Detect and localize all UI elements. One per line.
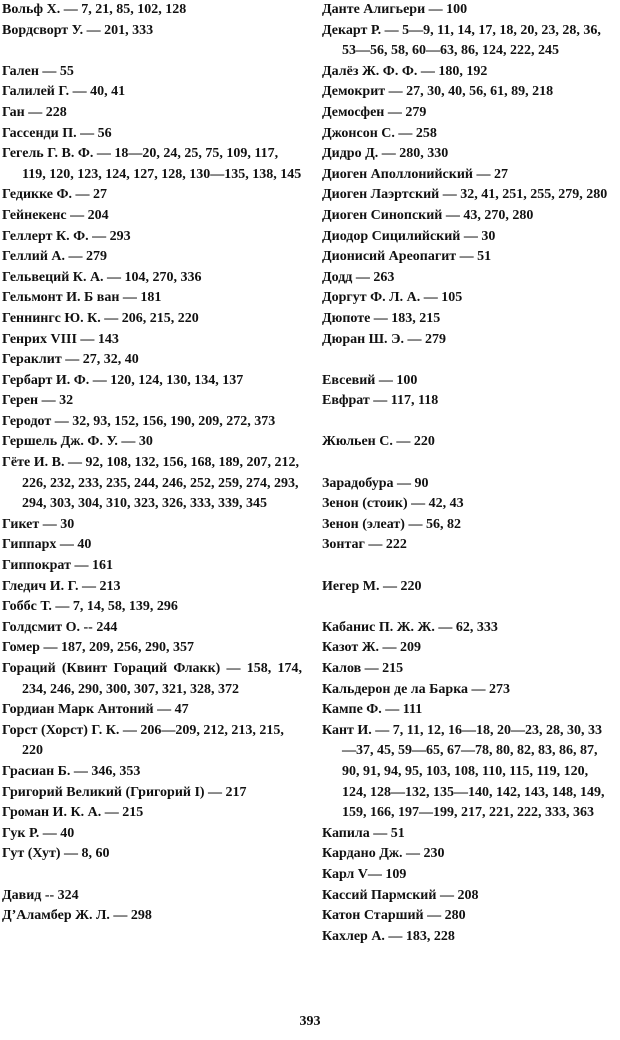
- index-entry: Гершель Дж. Ф. У. — 30: [2, 434, 153, 450]
- index-entry: Гегель Г. В. Ф. — 18—20, 24, 25, 75, 109, 117, 119, 120, 123, 124, 127, 128, 130—135, 138, 145: [2, 146, 302, 182]
- index-entry: Зенон (стоик) — 42, 43: [322, 496, 464, 512]
- index-entry: Зарадобура — 90: [322, 475, 429, 491]
- index-entry: Генрих VIII — 143: [2, 331, 119, 347]
- index-entry: Гиппократ — 161: [2, 558, 113, 574]
- index-entry: Капила — 51: [322, 825, 405, 841]
- index-entry: Геродот — 32, 93, 152, 156, 190, 209, 272, 373: [2, 413, 276, 429]
- letter-section-gap: [322, 597, 616, 618]
- page-number: 393: [299, 1014, 321, 1029]
- index-entry: Карл V— 109: [322, 866, 407, 882]
- index-entry: Гомер — 187, 209, 256, 290, 357: [2, 640, 194, 656]
- index-entry: Данте Алигьери — 100: [322, 2, 468, 17]
- index-entry: Далёз Ж. Ф. Ф. — 180, 192: [322, 63, 488, 79]
- index-entry: Гедикке Ф. — 27: [2, 187, 108, 203]
- index-entry: Жюльен С. — 220: [322, 434, 435, 450]
- index-entry: Гут (Хут) — 8, 60: [2, 846, 110, 862]
- index-entry: Евфрат — 117, 118: [322, 393, 439, 409]
- index-entry: Гербарт И. Ф. — 120, 124, 130, 134, 137: [2, 372, 244, 388]
- index-entry: Грасиан Б. — 346, 353: [2, 763, 141, 779]
- index-entry: Гледич И. Г. — 213: [2, 578, 121, 594]
- index-entry: Диоген Лаэртский — 32, 41, 251, 255, 279, 280: [322, 187, 608, 203]
- index-entry: Гассенди П. — 56: [2, 125, 112, 141]
- index-entry: Катон Старший — 280: [322, 908, 466, 924]
- index-entry: Кахлер А. — 183, 228: [322, 928, 455, 944]
- index-entry: Диоген Синопский — 43, 270, 280: [322, 207, 534, 223]
- index-entry: Гельмонт И. Б ван — 181: [2, 290, 162, 306]
- index-entry: Гораций (Квинт Гораций Флакк) — 158, 174, 234, 246, 290, 300, 307, 321, 328, 372: [2, 661, 302, 697]
- index-entry: Геллерт К. Ф. — 293: [2, 228, 131, 244]
- letter-section-gap: [322, 556, 616, 577]
- index-entry: Доргут Ф. Л. А. — 105: [322, 290, 463, 306]
- index-entry: Казот Ж. — 209: [322, 640, 422, 656]
- index-entry: Гук Р. — 40: [2, 825, 75, 841]
- index-entry: Гоббс Т. — 7, 14, 58, 139, 296: [2, 599, 178, 615]
- index-entry: Диоген Аполлонийский — 27: [322, 166, 508, 182]
- index-entry: Гёте И. В. — 92, 108, 132, 156, 168, 189, 207, 212, 226, 232, 233, 235, 244, 246, 252, 259, 274, 293, 294, 303, 304, 310, 323, 326, 333, 339, 345: [2, 455, 299, 512]
- index-entry: Додд — 263: [322, 269, 395, 285]
- index-entry: Кардано Дж. — 230: [322, 846, 445, 862]
- index-column-left: [2, 0, 302, 927]
- index-entry: Диодор Сицилийский — 30: [322, 228, 496, 244]
- index-entry: Иегер М. — 220: [322, 578, 422, 594]
- index-entry: Калов — 215: [322, 661, 404, 676]
- index-entry: Герен — 32: [2, 393, 74, 409]
- index-entry: Григорий Великий (Григорий I) — 217: [2, 784, 247, 800]
- index-entry: Зонтаг — 222: [322, 537, 407, 553]
- index-entry: Гераклит — 27, 32, 40: [2, 352, 139, 368]
- letter-section-gap: [2, 41, 302, 62]
- letter-section-gap: [322, 350, 616, 371]
- index-entry: Дюран Ш. Э. — 279: [322, 331, 447, 347]
- index-entry: Гельвеций К. А. — 104, 270, 336: [2, 269, 202, 285]
- index-entry: Вордсворт У. — 201, 333: [2, 22, 154, 38]
- index-entry: Вольф Х. — 7, 21, 85, 102, 128: [2, 2, 187, 17]
- index-entry: Кассий Пармский — 208: [322, 887, 479, 903]
- index-entry: Гален — 55: [2, 63, 74, 79]
- index-entry: Дидро Д. — 280, 330: [322, 146, 449, 162]
- letter-section-gap: [322, 412, 616, 433]
- index-entry: Зенон (элеат) — 56, 82: [322, 516, 461, 532]
- index-entry: Кампе Ф. — 111: [322, 702, 423, 718]
- index-entry: Евсевий — 100: [322, 372, 418, 388]
- index-entry: Джонсон С. — 258: [322, 125, 437, 141]
- index-entry: Кабанис П. Ж. Ж. — 62, 333: [322, 619, 498, 635]
- index-entry: Дионисий Ареопагит — 51: [322, 249, 492, 265]
- index-entry: Дюпоте — 183, 215: [322, 310, 441, 326]
- letter-section-gap: [322, 453, 616, 474]
- index-entry: Горст (Хорст) Г. К. — 206—209, 212, 213, 215, 220: [2, 722, 284, 759]
- index-entry: Декарт Р. — 5—9, 11, 14, 17, 18, 20, 23, 28, 36, 53—56, 58, 60—63, 86, 124, 222, 245: [322, 22, 601, 59]
- index-entry: Кант И. — 7, 11, 12, 16—18, 20—23, 28, 30, 33—37, 45, 59—65, 67—78, 80, 82, 83, 86, 87, 90, 91, 94, 95, 103, 108, 110, 115, 119, 120, 124, 128—132, 135—140, 142, 143, 148, 149, 159, 166, 197—199, 217, 221, 222, 333, 363: [322, 722, 605, 821]
- index-entry: Галилей Г. — 40, 41: [2, 84, 126, 100]
- index-entry: Демокрит — 27, 30, 40, 56, 61, 89, 218: [322, 84, 554, 100]
- index-entry: Геннингс Ю. К. — 206, 215, 220: [2, 310, 199, 326]
- index-entry: Демосфен — 279: [322, 104, 427, 120]
- index-entry: Геллий А. — 279: [2, 249, 108, 265]
- index-entry: Кальдерон де ла Барка — 273: [322, 681, 511, 697]
- letter-section-gap: [2, 865, 302, 886]
- index-entry: Громан И. К. А. — 215: [2, 805, 144, 821]
- index-entry: Гикет — 30: [2, 516, 75, 532]
- index-entry: Ган — 228: [2, 104, 67, 120]
- index-entry: Давид -- 324: [2, 887, 79, 903]
- index-entry: Гиппарх — 40: [2, 537, 92, 553]
- index-column-right: [322, 0, 616, 947]
- index-entry: Голдсмит О. -- 244: [2, 619, 118, 635]
- index-entry: Гордиан Марк Антоний — 47: [2, 702, 189, 718]
- index-entry: Гейнекенс — 204: [2, 207, 109, 223]
- index-entry: Д’Аламбер Ж. Л. — 298: [2, 908, 152, 924]
